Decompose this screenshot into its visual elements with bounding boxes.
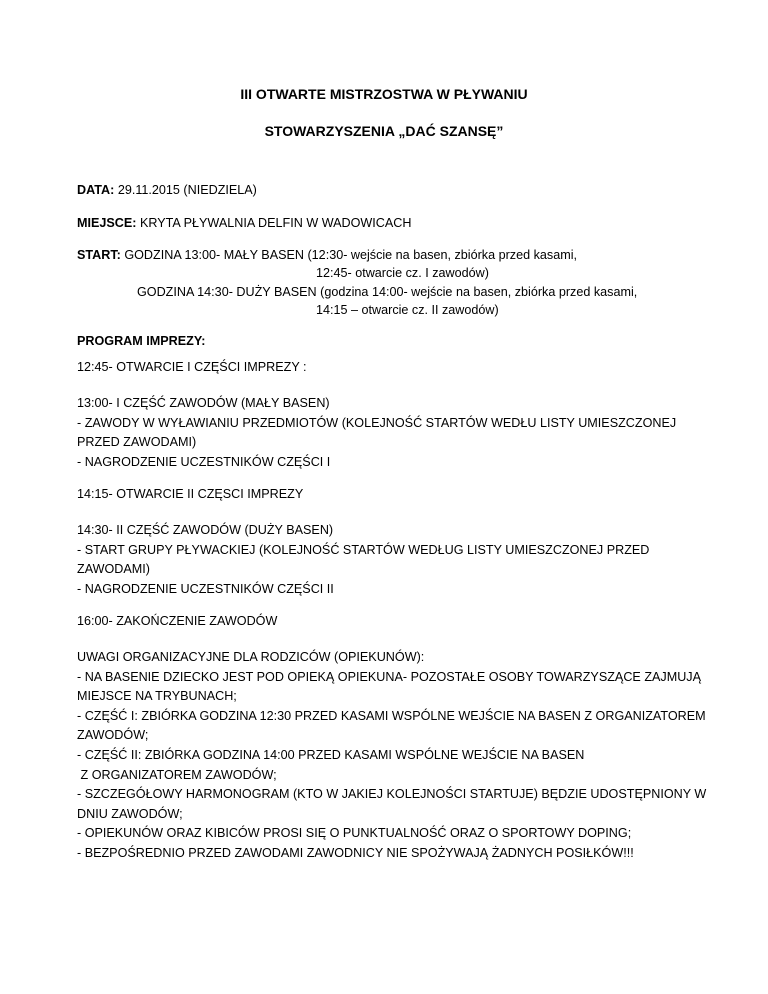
program-item-closing: 16:00- ZAKOŃCZENIE ZAWODÓW bbox=[77, 614, 278, 628]
date-label: DATA: bbox=[77, 183, 115, 197]
program-part-2-line: - START GRUPY PŁYWACKIEJ (KOLEJNOŚĆ STARTÓW WEDŁUG LISTY UMIESZCZONEJ PRZED bbox=[77, 542, 650, 557]
start-row bbox=[77, 247, 577, 263]
program-part-1-line: PRZED ZAWODAMI) bbox=[77, 435, 197, 450]
notes-line: DNIU ZAWODÓW; bbox=[77, 806, 183, 821]
program-part-2-line: 14:30- II CZĘŚĆ ZAWODÓW (DUŻY BASEN) bbox=[77, 523, 334, 537]
program-part-2 bbox=[77, 521, 717, 599]
organizational-notes bbox=[77, 648, 717, 864]
date-value: 29.11.2015 (NIEDZIELA) bbox=[117, 183, 257, 197]
notes-line: - NA BASENIE DZIECKO JEST POD OPIEKĄ OPIEKUNA- POZOSTAŁE OSOBY TOWARZYSZĄCE ZAJMUJĄ bbox=[77, 669, 701, 684]
date-row bbox=[77, 182, 257, 198]
program-heading: PROGRAM IMPREZY: bbox=[77, 334, 206, 348]
notes-line: - CZĘŚĆ II: ZBIÓRKA GODZINA 14:00 PRZED KASAMI WSPÓLNE WEJŚCIE NA BASEN bbox=[77, 747, 585, 762]
place-row bbox=[77, 215, 412, 231]
program-part-1-line: - NAGRODZENIE UCZESTNIKÓW CZĘŚCI I bbox=[77, 454, 331, 469]
notes-line: MIEJSCE NA TRYBUNACH; bbox=[77, 689, 237, 704]
start-label: START: bbox=[77, 248, 121, 262]
document-title-line-2: STOWARZYSZENIA „DAĆ SZANSĘ” bbox=[264, 123, 504, 139]
notes-heading: UWAGI ORGANIZACYJNE DLA RODZICÓW (OPIEKUNÓW): bbox=[77, 650, 425, 664]
program-part-1-line: - ZAWODY W WYŁAWIANIU PRZEDMIOTÓW (KOLEJNOŚĆ STARTÓW WEDŁU LISTY UMIESZCZONEJ bbox=[77, 415, 677, 430]
program-item-opening-1: 12:45- OTWARCIE I CZĘŚCI IMPREZY : bbox=[77, 360, 307, 374]
notes-line: ZAWODÓW; bbox=[77, 728, 149, 743]
notes-line: - BEZPOŚREDNIO PRZED ZAWODAMI ZAWODNICY NIE SPOŻYWAJĄ ŻADNYCH POSIŁKÓW!!! bbox=[77, 845, 634, 860]
start-line-3: GODZINA 14:30- DUŻY BASEN (godzina 14:00- wejście na basen, zbiórka przed kasami, bbox=[137, 285, 638, 299]
notes-line: - SZCZEGÓŁOWY HARMONOGRAM (KTO W JAKIEJ KOLEJNOŚCI STARTUJE) BĘDZIE UDOSTĘPNIONY W bbox=[77, 787, 707, 802]
start-line-2: 12:45- otwarcie cz. I zawodów) bbox=[316, 266, 489, 280]
program-part-2-line: - NAGRODZENIE UCZESTNIKÓW CZĘŚCI II bbox=[77, 581, 334, 596]
program-part-1-line: 13:00- I CZĘŚĆ ZAWODÓW (MAŁY BASEN) bbox=[77, 396, 330, 410]
document-title-line-1: III OTWARTE MISTRZOSTWA W PŁYWANIU bbox=[240, 86, 528, 102]
place-value: KRYTA PŁYWALNIA DELFIN W WADOWICACH bbox=[139, 216, 412, 230]
program-part-1 bbox=[77, 394, 717, 472]
notes-line: - OPIEKUNÓW ORAZ KIBICÓW PROSI SIĘ O PUNKTUALNOŚĆ ORAZ O SPORTOWY DOPING; bbox=[77, 826, 632, 841]
start-line-4: 14:15 – otwarcie cz. II zawodów) bbox=[316, 303, 499, 317]
program-item-opening-2: 14:15- OTWARCIE II CZĘSCI IMPREZY bbox=[77, 487, 304, 501]
notes-line: Z ORGANIZATOREM ZAWODÓW; bbox=[77, 767, 277, 782]
start-line-1: GODZINA 13:00- MAŁY BASEN (12:30- wejście na basen, zbiórka przed kasami, bbox=[124, 248, 577, 262]
place-label: MIEJSCE: bbox=[77, 216, 137, 230]
program-part-2-line: ZAWODAMI) bbox=[77, 562, 150, 577]
notes-line: - CZĘŚĆ I: ZBIÓRKA GODZINA 12:30 PRZED KASAMI WSPÓLNE WEJŚCIE NA BASEN Z ORGANIZATOREM bbox=[77, 708, 706, 723]
